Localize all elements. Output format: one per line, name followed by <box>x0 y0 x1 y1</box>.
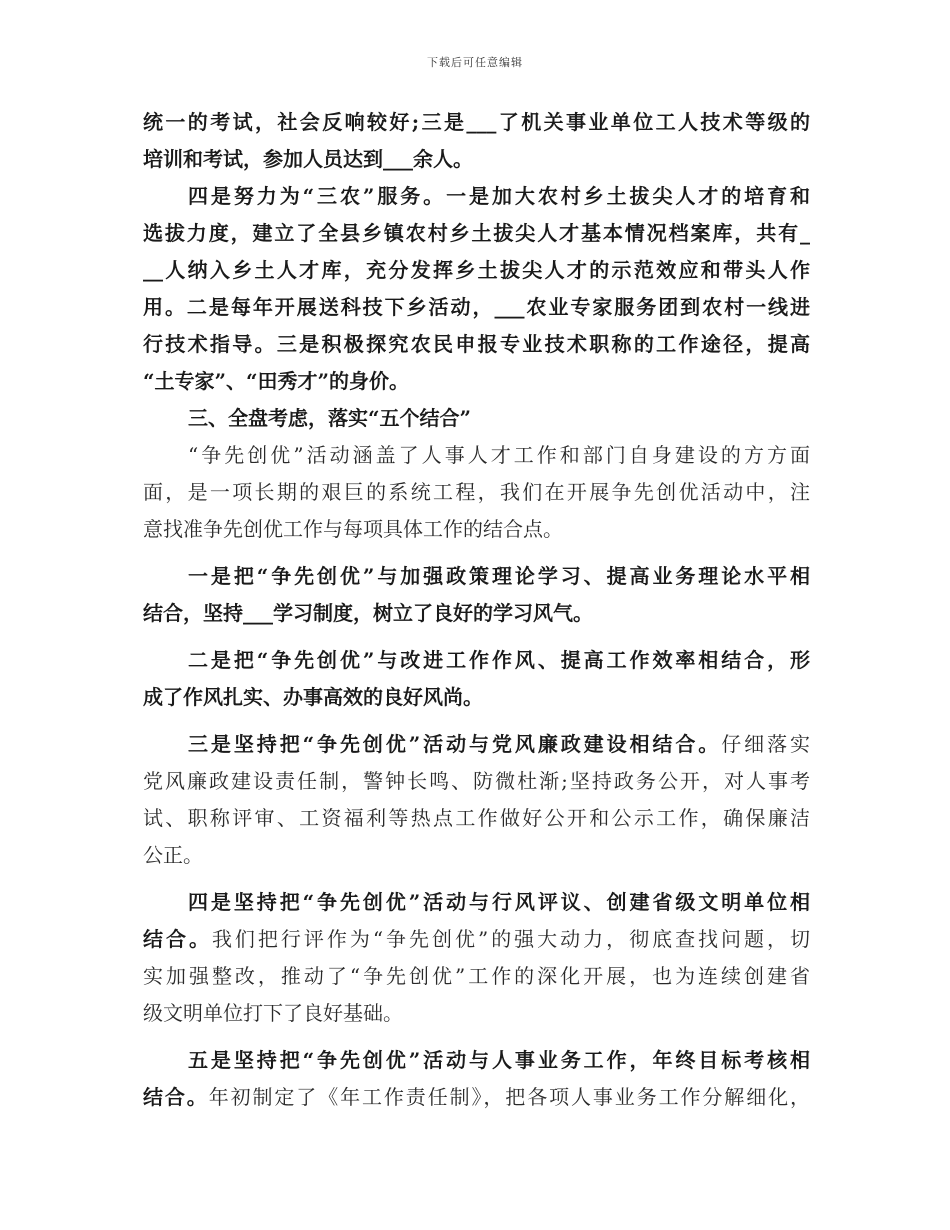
document-body <box>143 104 810 1116</box>
paragraph-2 <box>143 178 810 400</box>
text-line: 用。二是每年开展送科技下乡活动，___农业专家服务团到农村一线进 <box>143 295 810 319</box>
text-line: 四是努力为“三农”服务。一是加大农村乡土拔尖人才的培育和 <box>188 184 810 208</box>
text-line: 四是坚持把“争先创优”活动与行风评议、创建省级文明单位相 <box>188 890 810 914</box>
text-line <box>143 1079 810 1116</box>
lead-normal: 年初制定了《年工作责任制》，把各项人事业务工作分解细化， <box>208 1085 811 1109</box>
lead-bold: 结合。 <box>143 927 212 951</box>
text-line: 试、职称评审、工资福利等热点工作做好公开和公示工作，确保廉洁 <box>143 806 810 830</box>
text-line: 行技术指导。三是积极探究农民申报专业技术职称的工作途径，提高 <box>143 332 810 356</box>
text-line: “土专家”、“田秀才”的身价。 <box>143 369 410 393</box>
text-line: 成了作风扎实、办事高效的良好风尚。 <box>143 685 483 709</box>
text-line: 培训和考试，参加人员达到___余人。 <box>143 147 473 171</box>
lead-normal: 我们把行评作为“争先创优”的强大动力，彻底查找问题，切 <box>211 927 810 951</box>
text-line <box>143 726 810 763</box>
heading-line: 三、全盘考虑，落实“五个结合” <box>188 406 472 430</box>
lead-bold: 三是坚持把“争先创优”活动与党风廉政建设相结合。 <box>188 732 722 756</box>
paragraph-7 <box>143 884 810 1032</box>
page-header: 下载后可任意编辑 <box>427 56 523 69</box>
text-line: __人纳入乡土人才库，充分发挥乡土拔尖人才的示范效应和带头人作 <box>143 258 810 282</box>
text-line <box>143 921 810 958</box>
text-line: 五是坚持把“争先创优”活动与人事业务工作，年终目标考核相 <box>188 1048 810 1072</box>
paragraph-4 <box>143 558 810 632</box>
text-line: 公正。 <box>143 843 203 867</box>
text-line: 级文明单位打下了良好基础。 <box>143 1001 403 1025</box>
text-line: 实加强整改，推动了“争先创优”工作的深化开展，也为连续创建省 <box>143 964 810 988</box>
paragraph-8 <box>143 1042 810 1116</box>
lead-normal: 仔细落实 <box>721 732 810 756</box>
text-line: 结合，坚持___学习制度，树立了良好的学习风气。 <box>143 601 593 625</box>
text-line: 意找准争先创优工作与每项具体工作的结合点。 <box>143 517 563 541</box>
text-line: 二是把“争先创优”与改进工作作风、提高工作效率相结合，形 <box>188 648 810 672</box>
text-line: 面，是一项长期的艰巨的系统工程，我们在开展争先创优活动中，注 <box>143 480 810 504</box>
text-line: 统一的考试，社会反响较好;三是___了机关事业单位工人技术等级的 <box>143 110 810 134</box>
paragraph-6 <box>143 726 810 874</box>
lead-bold: 结合。 <box>143 1085 209 1109</box>
text-line: 一是把“争先创优”与加强政策理论学习、提高业务理论水平相 <box>188 564 810 588</box>
text-line: “争先创优”活动涵盖了人事人才工作和部门自身建设的方方面 <box>188 443 810 467</box>
paragraph-3 <box>143 437 810 548</box>
section-heading <box>143 400 810 437</box>
paragraph-5 <box>143 642 810 716</box>
text-line: 党风廉政建设责任制，警钟长鸣、防微杜渐;坚持政务公开，对人事考 <box>143 769 810 793</box>
text-line: 选拔力度，建立了全县乡镇农村乡土拔尖人才基本情况档案库，共有_ <box>143 221 810 245</box>
paragraph-1 <box>143 104 810 178</box>
